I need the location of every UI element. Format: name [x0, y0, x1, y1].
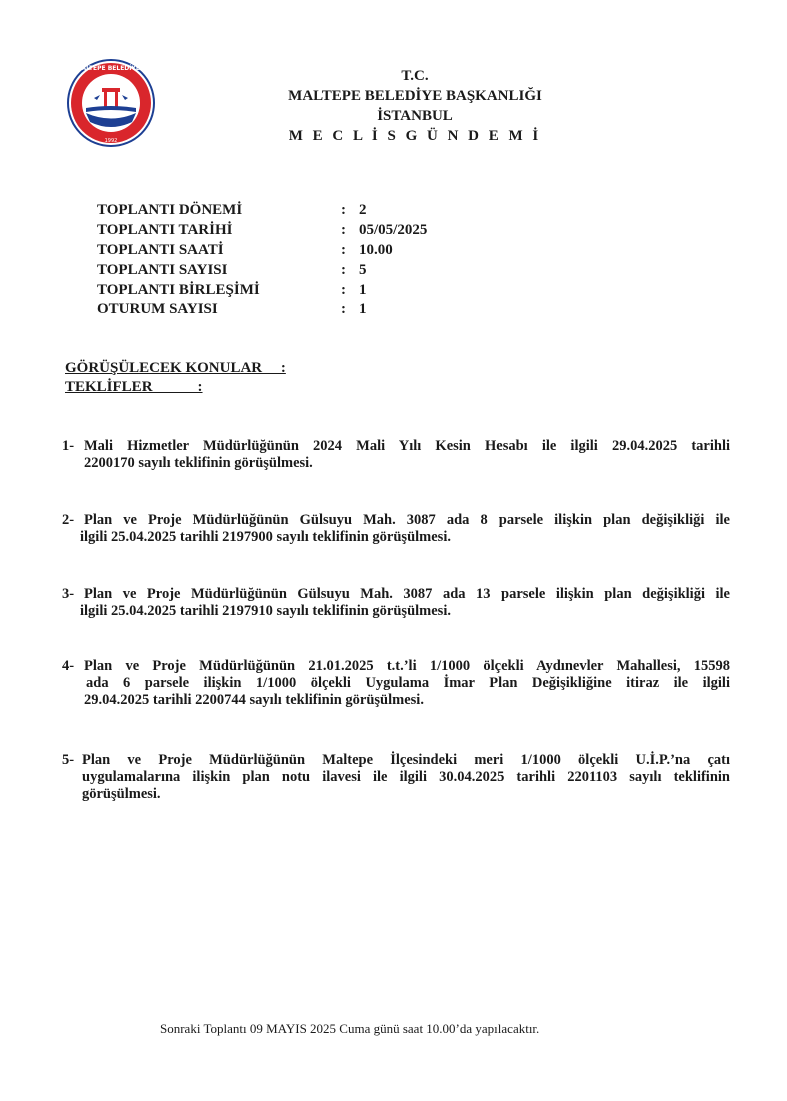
meta-label: TOPLANTI SAATİ [97, 242, 224, 258]
meta-value: 05/05/2025 [359, 222, 428, 238]
agenda-item-4 [62, 658, 730, 709]
meta-label: TOPLANTI DÖNEMİ [97, 202, 243, 218]
agenda-item-1 [62, 438, 730, 472]
meta-separator: : [341, 202, 346, 218]
agenda-item-line: Plan ve Proje Müdürlüğünün Maltepe İlçesindeki meri 1/1000 ölçekli U.İ.P.’na çatı [82, 752, 730, 768]
agenda-item-number: 5- [62, 752, 75, 768]
agenda-item-3 [62, 586, 730, 620]
agenda-item-number: 3- [62, 586, 75, 602]
agenda-item-line: 29.04.2025 tarihli 2200744 sayılı teklifinin görüşülmesi. [84, 692, 424, 708]
meta-separator: : [341, 301, 346, 317]
meta-row [97, 282, 517, 300]
agenda-item-number: 2- [62, 512, 75, 528]
meta-label: OTURUM SAYISI [97, 301, 218, 317]
header-municipality: MALTEPE BELEDİYE BAŞKANLIĞI [288, 88, 542, 104]
meta-value: 5 [359, 262, 367, 278]
meta-row [97, 202, 517, 220]
agenda-item-line: ilgili 25.04.2025 tarihli 2197900 sayılı teklifinin görüşülmesi. [80, 529, 451, 545]
agenda-item-line: 2200170 sayılı teklifinin görüşülmesi. [84, 455, 313, 471]
agenda-item-line: uygulamalarına ilişkin plan notu ilavesi ile ilgili 30.04.2025 tarihli 2201103 sayılı teklifinin [82, 769, 730, 785]
header-tc: T.C. [401, 68, 429, 84]
meta-row [97, 262, 517, 280]
meta-value: 2 [359, 202, 367, 218]
section-teklifler: TEKLİFLER : [65, 379, 203, 395]
meta-separator: : [341, 262, 346, 278]
meta-separator: : [341, 242, 346, 258]
agenda-item-line: ilgili 25.04.2025 tarihli 2197910 sayılı teklifinin görüşülmesi. [80, 603, 451, 619]
agenda-item-2 [62, 512, 730, 546]
meta-row [97, 242, 517, 260]
meta-separator: : [341, 282, 346, 298]
agenda-item-line: Plan ve Proje Müdürlüğünün Gülsuyu Mah. 3087 ada 8 parsele ilişkin plan değişikliği ile [84, 512, 730, 528]
meta-value: 10.00 [359, 242, 393, 258]
meta-row [97, 301, 517, 319]
meta-row [97, 222, 517, 240]
section-gorusulecek-konular: GÖRÜŞÜLECEK KONULAR : [65, 360, 286, 376]
next-meeting-note: Sonraki Toplantı 09 MAYIS 2025 Cuma günü saat 10.00’da yapılacaktır. [160, 1021, 540, 1036]
svg-text:MALTEPE BELEDİYESİ: MALTEPE BELEDİYESİ [75, 65, 147, 72]
meta-label: TOPLANTI SAYISI [97, 262, 228, 278]
svg-text:1992: 1992 [104, 138, 118, 144]
agenda-item-5 [62, 752, 730, 803]
agenda-item-line: Mali Hizmetler Müdürlüğünün 2024 Mali Yılı Kesin Hesabı ile ilgili 29.04.2025 tarihli [84, 438, 730, 454]
agenda-item-line: ada 6 parsele ilişkin 1/1000 ölçekli Uygulama İmar Plan Değişikliğine itiraz ile ilgili [86, 675, 730, 691]
meta-separator: : [341, 222, 346, 238]
agenda-item-line: Plan ve Proje Müdürlüğünün Gülsuyu Mah. 3087 ada 13 parsele ilişkin plan değişikliği ile [84, 586, 730, 602]
meta-value: 1 [359, 301, 367, 317]
maltepe-belediyesi-logo [66, 58, 156, 148]
header-city: İSTANBUL [377, 108, 453, 124]
meta-label: TOPLANTI BİRLEŞİMİ [97, 282, 260, 298]
agenda-item-line: görüşülmesi. [82, 786, 161, 802]
agenda-item-number: 1- [62, 438, 75, 454]
agenda-item-line: Plan ve Proje Müdürlüğünün 21.01.2025 t.t.’li 1/1000 ölçekli Aydınevler Mahallesi, 15598 [84, 658, 730, 674]
header-meclis-gundemi: M E C L İ S G Ü N D E M İ [288, 128, 542, 144]
meta-label: TOPLANTI TARİHİ [97, 222, 233, 238]
meta-value: 1 [359, 282, 367, 298]
agenda-item-number: 4- [62, 658, 75, 674]
